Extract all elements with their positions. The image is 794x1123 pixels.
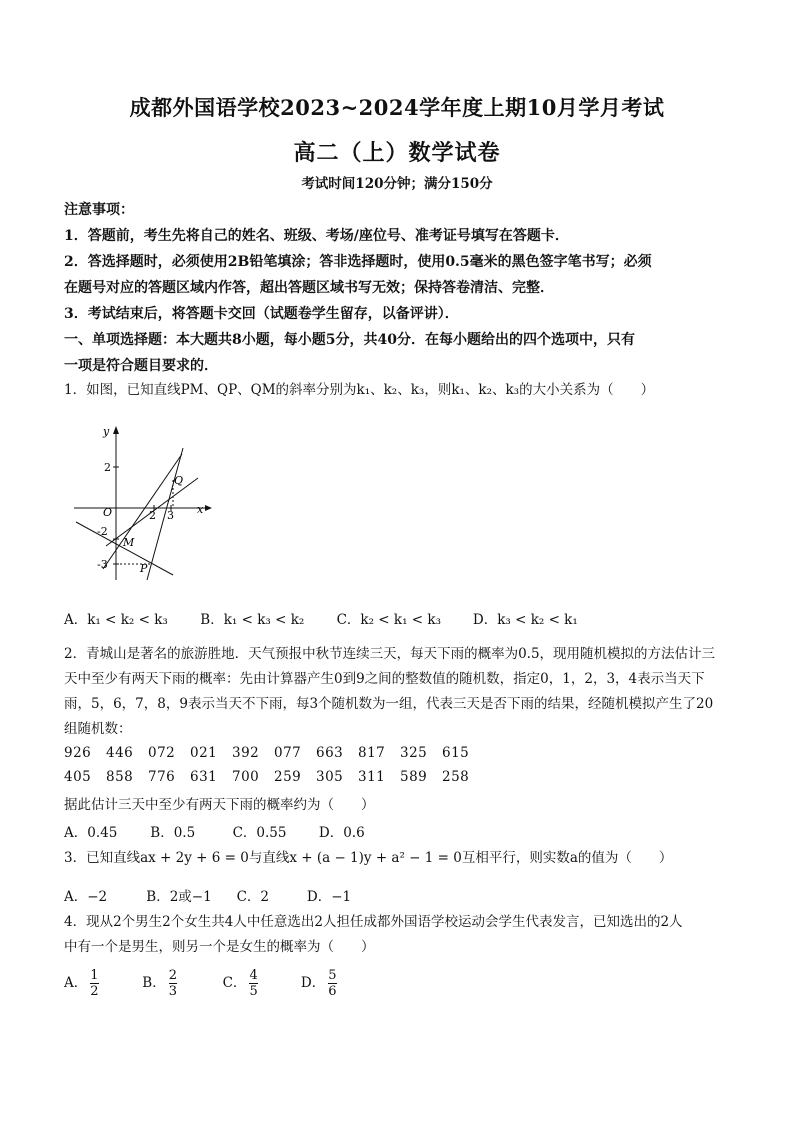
random-number: 700: [232, 769, 260, 785]
option-d: D．k₃ < k₂ < k₁: [472, 612, 578, 628]
random-number: 631: [190, 769, 218, 785]
fraction: [169, 968, 177, 999]
denominator: 2: [90, 984, 99, 999]
random-numbers-row-1: [64, 745, 732, 761]
random-number: 405: [64, 769, 92, 785]
numerator: 5: [328, 968, 337, 983]
exam-info: 考试时间120分钟；满分150分: [301, 176, 493, 192]
question-1-figure: [70, 420, 220, 590]
question-2-line: 雨，5，6，7，8，9表示当天不下雨，每3个随机数为一组，代表三天是否下雨的结果，经随机模拟产生了20: [64, 696, 714, 712]
random-number: 858: [106, 769, 134, 785]
exam-title: 成都外国语学校2023~2024学年度上期10月学月考试: [129, 95, 665, 120]
option-label: D．: [300, 975, 326, 991]
y-axis-arrow: [113, 426, 119, 434]
y-tick-label-2: 2: [104, 461, 111, 474]
random-number: 259: [274, 769, 302, 785]
numerator: 1: [90, 968, 99, 983]
random-number: 258: [442, 769, 470, 785]
question-1-text: 1．如图，已知直线PM、QP、QM的斜率分别为k₁、k₂、k₃，则k₁、k₂、k₃的大小关系为（ ）: [64, 382, 655, 398]
exam-subtitle: 高二（上）数学试卷: [293, 140, 501, 166]
random-number: 072: [148, 745, 176, 761]
option-c: [223, 968, 297, 999]
point-q-label: Q: [174, 474, 184, 487]
x-tick-label-3: 3: [167, 509, 174, 522]
option-b: B．0.5: [150, 825, 196, 841]
option-a: A．k₁ < k₂ < k₃: [64, 612, 168, 628]
question-4: [64, 910, 732, 960]
option-a: A．−2: [64, 889, 108, 905]
random-number: 392: [232, 745, 260, 761]
option-d: D．−1: [306, 889, 352, 905]
random-number: 663: [316, 745, 344, 761]
y-tick-label-m3: -3: [97, 558, 108, 571]
option-b: [142, 968, 218, 999]
question-2: [64, 642, 732, 742]
numerator: 2: [168, 968, 177, 983]
question-4-line: 4．现从2个男生2个女生共4人中任意选出2人担任成都外国语学校运动会学生代表发言，已知选出的2人: [64, 914, 683, 930]
option-d: D．0.6: [318, 825, 365, 841]
random-number: 077: [274, 745, 302, 761]
random-number: 817: [358, 745, 386, 761]
option-c: C．2: [236, 889, 270, 905]
question-3-options: [64, 885, 732, 905]
origin-label: O: [103, 506, 113, 519]
random-number: 589: [400, 769, 428, 785]
section-heading-line2: 一项是符合题目要求的．: [64, 358, 218, 374]
option-c: C．0.55: [232, 825, 287, 841]
denominator: 5: [249, 984, 258, 999]
random-number: 325: [400, 745, 428, 761]
option-a: A．0.45: [64, 825, 118, 841]
note-item: 3．考试结束后，将答题卡交回（试题卷学生留存，以备评讲）．: [64, 306, 459, 322]
fraction: [328, 968, 336, 999]
numerator: 4: [249, 968, 258, 983]
option-label: B．: [142, 975, 166, 991]
option-a: [64, 968, 138, 999]
denominator: 3: [168, 984, 177, 999]
option-b: B．k₁ < k₃ < k₂: [200, 612, 305, 628]
random-number: 926: [64, 745, 92, 761]
random-number: 615: [442, 745, 470, 761]
random-number: 776: [148, 769, 176, 785]
y-tick-label-m2: -2: [97, 525, 108, 538]
option-c: C．k₂ < k₁ < k₃: [336, 612, 441, 628]
question-2-line: 天中至少有两天下雨的概率：先由计算器产生0到9之间的整数值的随机数，指定0，1，2，3，4表示当天下: [64, 671, 705, 687]
notes-heading: 注意事项：: [64, 202, 134, 218]
random-number: 305: [316, 769, 344, 785]
section-heading-line1: 一、单项选择题：本大题共8小题，每小题5分，共40分．在每小题给出的四个选项中，只有: [64, 332, 635, 348]
question-2-question: 据此估计三天中至少有两天下雨的概率约为（ ）: [64, 797, 375, 813]
question-2-line: 2．青城山是著名的旅游胜地．天气预报中秋节连续三天，每天下雨的概率为0.5，现用随机模拟的方法估计三: [64, 646, 716, 662]
question-4-line: 中有一个是男生，则另一个是女生的概率为（ ）: [64, 939, 375, 955]
fraction: [90, 968, 98, 999]
question-1-options: [64, 608, 732, 628]
option-d: [301, 968, 340, 999]
note-item: 2．答选择题时，必须使用2B铅笔填涂；答非选择题时，使用0.5毫米的黑色签字笔书写；必须: [64, 254, 652, 270]
notes-section: [64, 197, 732, 379]
random-number: 446: [106, 745, 134, 761]
point-p-label: P: [140, 562, 148, 575]
note-item: 在题号对应的答题区域内作答，超出答题区域书写无效；保持答卷清洁、完整．: [64, 280, 554, 296]
axis-label-x: x: [197, 503, 204, 516]
option-b: B．2或−1: [146, 889, 212, 905]
denominator: 6: [328, 984, 337, 999]
random-numbers-row-2: [64, 769, 732, 785]
option-label: C．: [222, 975, 247, 991]
question-4-options: [64, 968, 732, 999]
option-label: A．: [64, 975, 88, 991]
note-item: 1．答题前，考生先将自己的姓名、班级、考场/座位号、准考证号填写在答题卡．: [64, 228, 569, 244]
question-2-line: 组随机数：: [64, 721, 132, 737]
question-3-text: 3．已知直线ax + 2y + 6 = 0与直线x + (a − 1)y + a² − 1 = 0互相平行，则实数a的值为（ ）: [64, 850, 673, 866]
random-number: 021: [190, 745, 218, 761]
axis-label-y: y: [103, 425, 110, 438]
x-axis-arrow: [205, 505, 212, 511]
x-tick-label-2: 2: [149, 509, 156, 522]
random-number: 311: [358, 769, 386, 785]
point-m-label: M: [123, 536, 135, 549]
question-2-options: [64, 821, 732, 841]
fraction: [249, 968, 257, 999]
